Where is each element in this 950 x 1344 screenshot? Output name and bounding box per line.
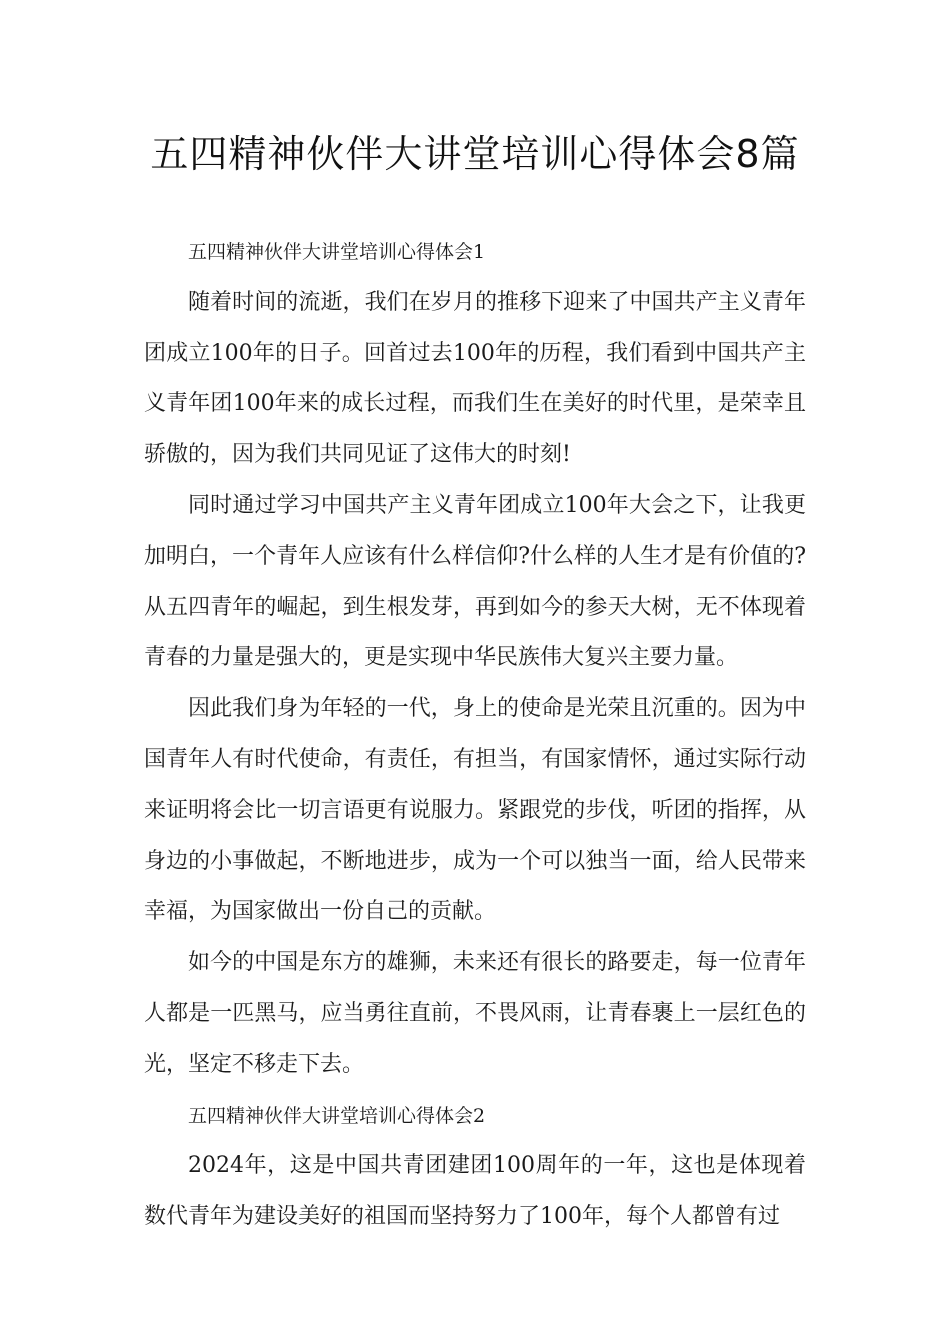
paragraph: 如今的中国是东方的雄狮，未来还有很长的路要走，每一位青年人都是一匹黑马，应当勇往直前，不畏风雨，让青春裹上一层红色的光，坚定不移走下去。: [144, 950, 806, 1077]
section-heading: 五四精神伙伴大讲堂培训心得体会1: [188, 241, 486, 263]
document-body: [144, 227, 806, 1243]
paragraph: 2024年，这是中国共青团建团100周年的一年，这也是体现着数代青年为建设美好的祖国而坚持努力了100年，每个人都曾有过: [144, 1153, 806, 1230]
document-title: 五四精神伙伴大讲堂培训心得体会8篇: [150, 132, 800, 176]
paragraph: 因此我们身为年轻的一代，身上的使命是光荣且沉重的。因为中国青年人有时代使命，有责任，有担当，有国家情怀，通过实际行动来证明将会比一切言语更有说服力。紧跟党的步伐，听团的指挥，从身边的小事做起，不断地进步，成为一个可以独当一面，给人民带来幸福，为国家做出一份自己的贡献。: [144, 696, 806, 925]
section-heading: 五四精神伙伴大讲堂培训心得体会2: [188, 1104, 486, 1127]
paragraph: 随着时间的流逝，我们在岁月的推移下迎来了中国共产主义青年团成立100年的日子。回首过去100年的历程，我们看到中国共产主义青年团100年来的成长过程，而我们生在美好的时代里，是荣幸且骄傲的，因为我们共同见证了这伟大的时刻!: [144, 289, 806, 468]
paragraph: 同时通过学习中国共产主义青年团成立100年大会之下，让我更加明白，一个青年人应该有什么样信仰?什么样的人生才是有价值的?从五四青年的崛起，到生根发芽，再到如今的参天大树，无不体现着青春的力量是强大的，更是实现中华民族伟大复兴主要力量。: [144, 492, 806, 671]
